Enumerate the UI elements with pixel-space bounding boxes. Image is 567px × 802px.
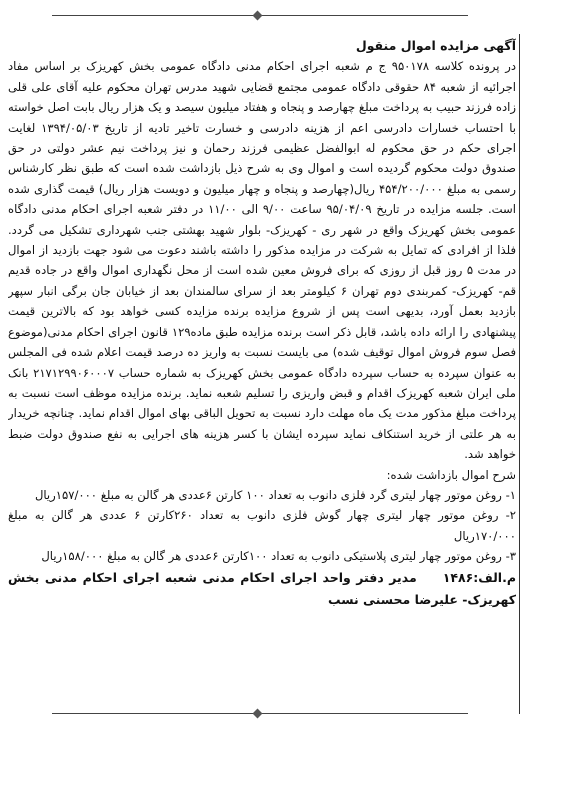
notice-body: در پرونده کلاسه ۹۵۰۱۷۸ ج م شعبه اجرای احکام مدنی دادگاه عمومی بخش کهریزک بر اساس مفاد اجرائیه از شعبه ۸۴ حقوقی دادگاه عمومی مجتمع قضایی شهید مدرس تهران محکوم علیه آقای علی قلی زاده فرزند حبیب به پرداخت مبلغ چهارصد و پنجاه و هفتاد میلیون سیصد و یک هزار ریال بابت اصل خواسته با احتساب خسارات دادرسی اعم از هزینه دادرسی و خسارت تاخیر تادیه از تاریخ ۱۳۹۴/۰۵/۰۳ لغایت اجرای حکم در حق محکوم له ابوالفضل عظیمی فرزند رحمان و نیز پرداخت نیم عشر دولتی در حق صندوق دولت محکوم گردیده است و اموال وی به شرح ذیل بازداشت شده است که طبق نظر کارشناس رسمی به مبلغ ۴۵۴/۲۰۰/۰۰۰ ریال(چهارصد و پنجاه و چهار میلیون و دویست هزار ریال) قیمت گذاری شده است. جلسه مزایده در تاریخ ۹۵/۰۴/۰۹ ساعت ۹/۰۰ الی ۱۱/۰۰ در دفتر شعبه اجرای احکام مدنی دادگاه عمومی بخش کهریزک واقع در شهر ری - کهریزک- بلوار شهید بهشتی جنب شهرداری تشکیل می گردد. فلذا از افرادی که تمایل به شرکت در مزایده مذکور را داشته باشند دعوت می شود جهت بازدید از اموال در مدت ۵ روز قبل از روزی که برای فروش معین شده است از محل نگهداری اموال واقع در جاده قدیم قم- کهریزک- کمربندی دوم تهران ۶ کیلومتر بعد از سرای سالمندان بعد از خیابان جان برگی انبار سپهر بازدید بعمل آورد، بدیهی است پس از شروع مزایده برنده مزایده کسی خواهد بود که بالاترین قیمت پیشنهادی را ارائه داده باشد، قابل ذکر است برنده مزایده طبق ماده۱۲۹ قانون اجرای احکام مدنی(موضوع فصل سوم فروش اموال توقیف شده) می بایست نسبت به واریز ده درصد قیمت اعلام شده فی المجلس به عنوان سپرده به حساب سپرده دادگاه عمومی بخش کهریزک به شماره حساب ۲۱۷۱۲۹۹۰۶۰۰۰۷ بانک ملی ایران شعبه کهریزک اقدام و قبض واریزی را تسلیم شعبه نماید. برنده مزایده موظف است نسبت به پرداخت مبلغ مذکور مدت یک ماه مهلت دارد نسبت به تحویل الباقی بهای اموال اقدام نماید. چنانچه خریدار به هر علتی از خرید استنکاف نماید سپرده ایشان با کسر هزینه های اجرایی به نفع صندوق دولت ضبط خواهد شد. <box>8 59 516 462</box>
notice-footer <box>8 567 516 611</box>
top-diamond-ornament <box>253 11 263 21</box>
notice-article <box>8 36 516 706</box>
list-item: ۱- روغن موتور چهار لیتری گرد فلزی دانوب به تعداد ۱۰۰ کارتن ۶عددی هر گالن به مبلغ ۱۵۷/۰۰۰ریال <box>34 487 516 502</box>
column-border <box>519 34 520 714</box>
list-item: ۳- روغن موتور چهار لیتری پلاستیکی دانوب به تعداد ۱۰۰کارتن ۶عددی هر گالن به مبلغ ۱۵۸/۰۰۰ریال <box>41 549 516 564</box>
list-item: ۲- روغن موتور چهار لیتری چهار گوش فلزی دانوب به تعداد ۲۶۰کارتن ۶ عددی هر گالن به مبلغ ۱۷۰/۰۰۰ریال <box>8 508 516 543</box>
notice-title: آگهی مزایده اموال منقول <box>355 38 516 53</box>
bottom-diamond-ornament <box>253 709 263 719</box>
reference-code: م.الف:۱۴۸۶ <box>442 569 516 585</box>
signature: مدیر دفتر واحد اجرای احکام مدنی شعبه اجرای احکام مدنی بخش کهریزک- علیرضا محسنی نسب <box>8 569 516 607</box>
items-title: شرح اموال بازداشت شده: <box>386 467 516 482</box>
